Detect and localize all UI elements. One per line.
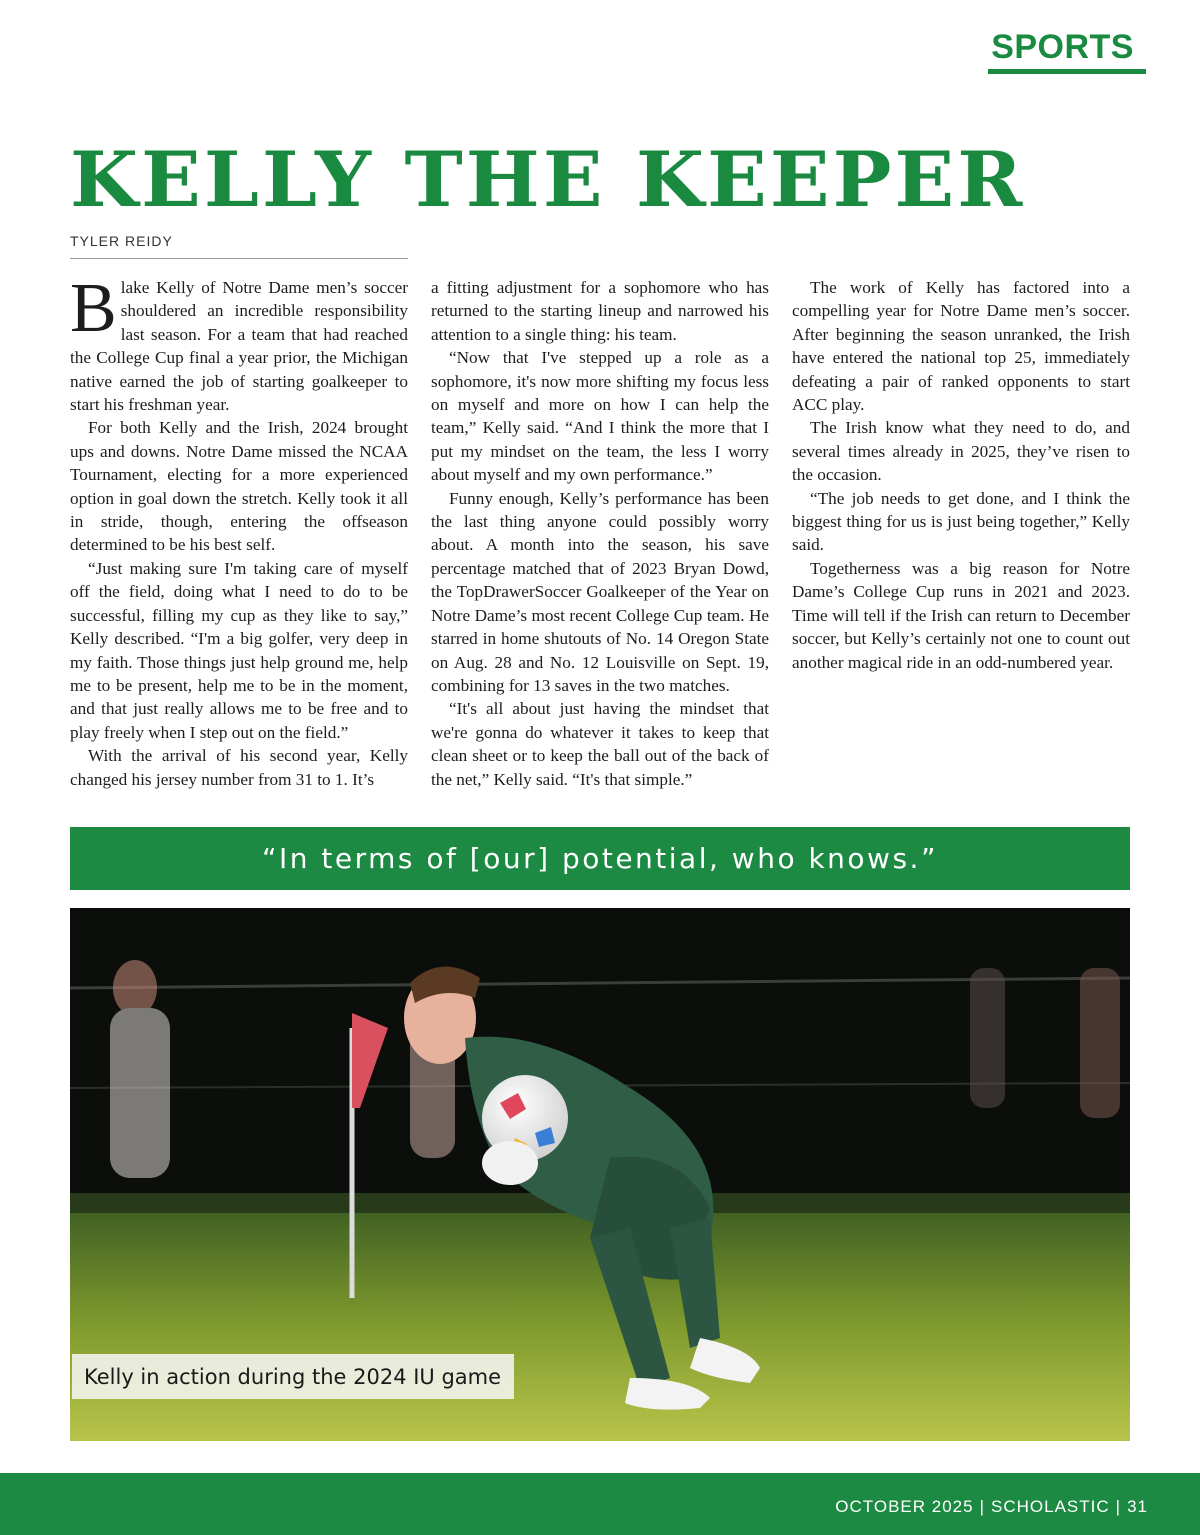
section-label: SPORTS: [991, 28, 1134, 66]
footer-separator: |: [1115, 1497, 1122, 1516]
paragraph: The work of Kelly has factored into a compelling year for Notre Dame men’s soccer. After beginning the season unranked, the Irish have entered the national top 25, immediately defeating a pair of ranked opponents to start ACC play.: [792, 278, 1130, 415]
footer-band: [0, 1473, 1200, 1535]
footer-separator: |: [979, 1497, 986, 1516]
section-rule: [988, 69, 1146, 74]
page-number: 31: [1127, 1497, 1148, 1516]
pull-quote-band: [70, 827, 1130, 890]
pull-quote: “In terms of [our] potential, who knows.”: [262, 842, 938, 875]
photo-caption: Kelly in action during the 2024 IU game: [72, 1354, 514, 1399]
article-column-3: [792, 276, 1130, 674]
page-title: KELLY THE KEEPER: [70, 135, 1026, 224]
byline-rule: [70, 258, 408, 259]
byline: TYLER REIDY: [70, 233, 173, 249]
paragraph-text: lake Kelly of Notre Dame men’s soccer shouldered an incredible responsibility last season. For a team that had reached the College Cup final a year prior, the Michigan native earned the job of starting goalkeeper to start his freshman year.: [70, 278, 408, 415]
article-photo: [70, 908, 1130, 1441]
paragraph: For both Kelly and the Irish, 2024 brought ups and downs. Notre Dame missed the NCAA Tournament, electing for a more experienced option in goal down the stretch. Kelly took it all in stride, though, entering the offseason determined to be his best self.: [70, 418, 408, 555]
dropcap: B: [70, 270, 117, 347]
article-column-2: [431, 276, 769, 791]
issue-date: OCTOBER 2025: [835, 1497, 974, 1516]
footer-info: [835, 1497, 1148, 1517]
paragraph: “Now that I've stepped up a role as a sophomore, it's now more shifting my focus less on myself and more on how I can help the team,” Kelly said. “And I think the more that I put my mindset on the team, the less I worry about myself and my own performance.”: [431, 348, 769, 485]
article-column-1: [70, 270, 408, 791]
paragraph: “Just making sure I'm taking care of myself off the field, doing what I need to do to be successful, filling my cup as they like to say,” Kelly described. “I'm a big golfer, very deep in my faith. Those things just help ground me, help me to be present, help me to be in the moment, and that just really allows me to be free and to play freely when I step out on the field.”: [70, 558, 408, 742]
paragraph: The Irish know what they need to do, and several times already in 2025, they’ve risen to the occasion.: [792, 418, 1130, 485]
paragraph: “It's all about just having the mindset that we're gonna do whatever it takes to keep that clean sheet or to keep the ball out of the back of the net,” Kelly said. “It's that simple.”: [431, 699, 769, 789]
paragraph: [70, 270, 408, 416]
paragraph: Funny enough, Kelly’s performance has been the last thing anyone could possibly worry about. A month into the season, his save percentage matched that of 2023 Bryan Dowd, the TopDrawerSoccer Goalkeeper of the Year on Notre Dame’s most recent College Cup team. He starred in home shutouts of No. 14 Oregon State on Aug. 28 and No. 12 Louisville on Sept. 19, combining for 13 saves in the two matches.: [431, 488, 769, 695]
paragraph: “The job needs to get done, and I think the biggest thing for us is just being together,” Kelly said.: [792, 488, 1130, 555]
paragraph: a fitting adjustment for a sophomore who has returned to the starting lineup and narrowed his attention to a single thing: his team.: [431, 278, 769, 344]
paragraph: Togetherness was a big reason for Notre Dame’s College Cup runs in 2021 and 2023. Time will tell if the Irish can return to December soccer, but Kelly’s certainly not one to count out another magical ride in an odd-numbered year.: [792, 558, 1130, 672]
publication-name: SCHOLASTIC: [991, 1497, 1110, 1516]
paragraph: With the arrival of his second year, Kelly changed his jersey number from 31 to 1. It’s: [70, 746, 408, 789]
